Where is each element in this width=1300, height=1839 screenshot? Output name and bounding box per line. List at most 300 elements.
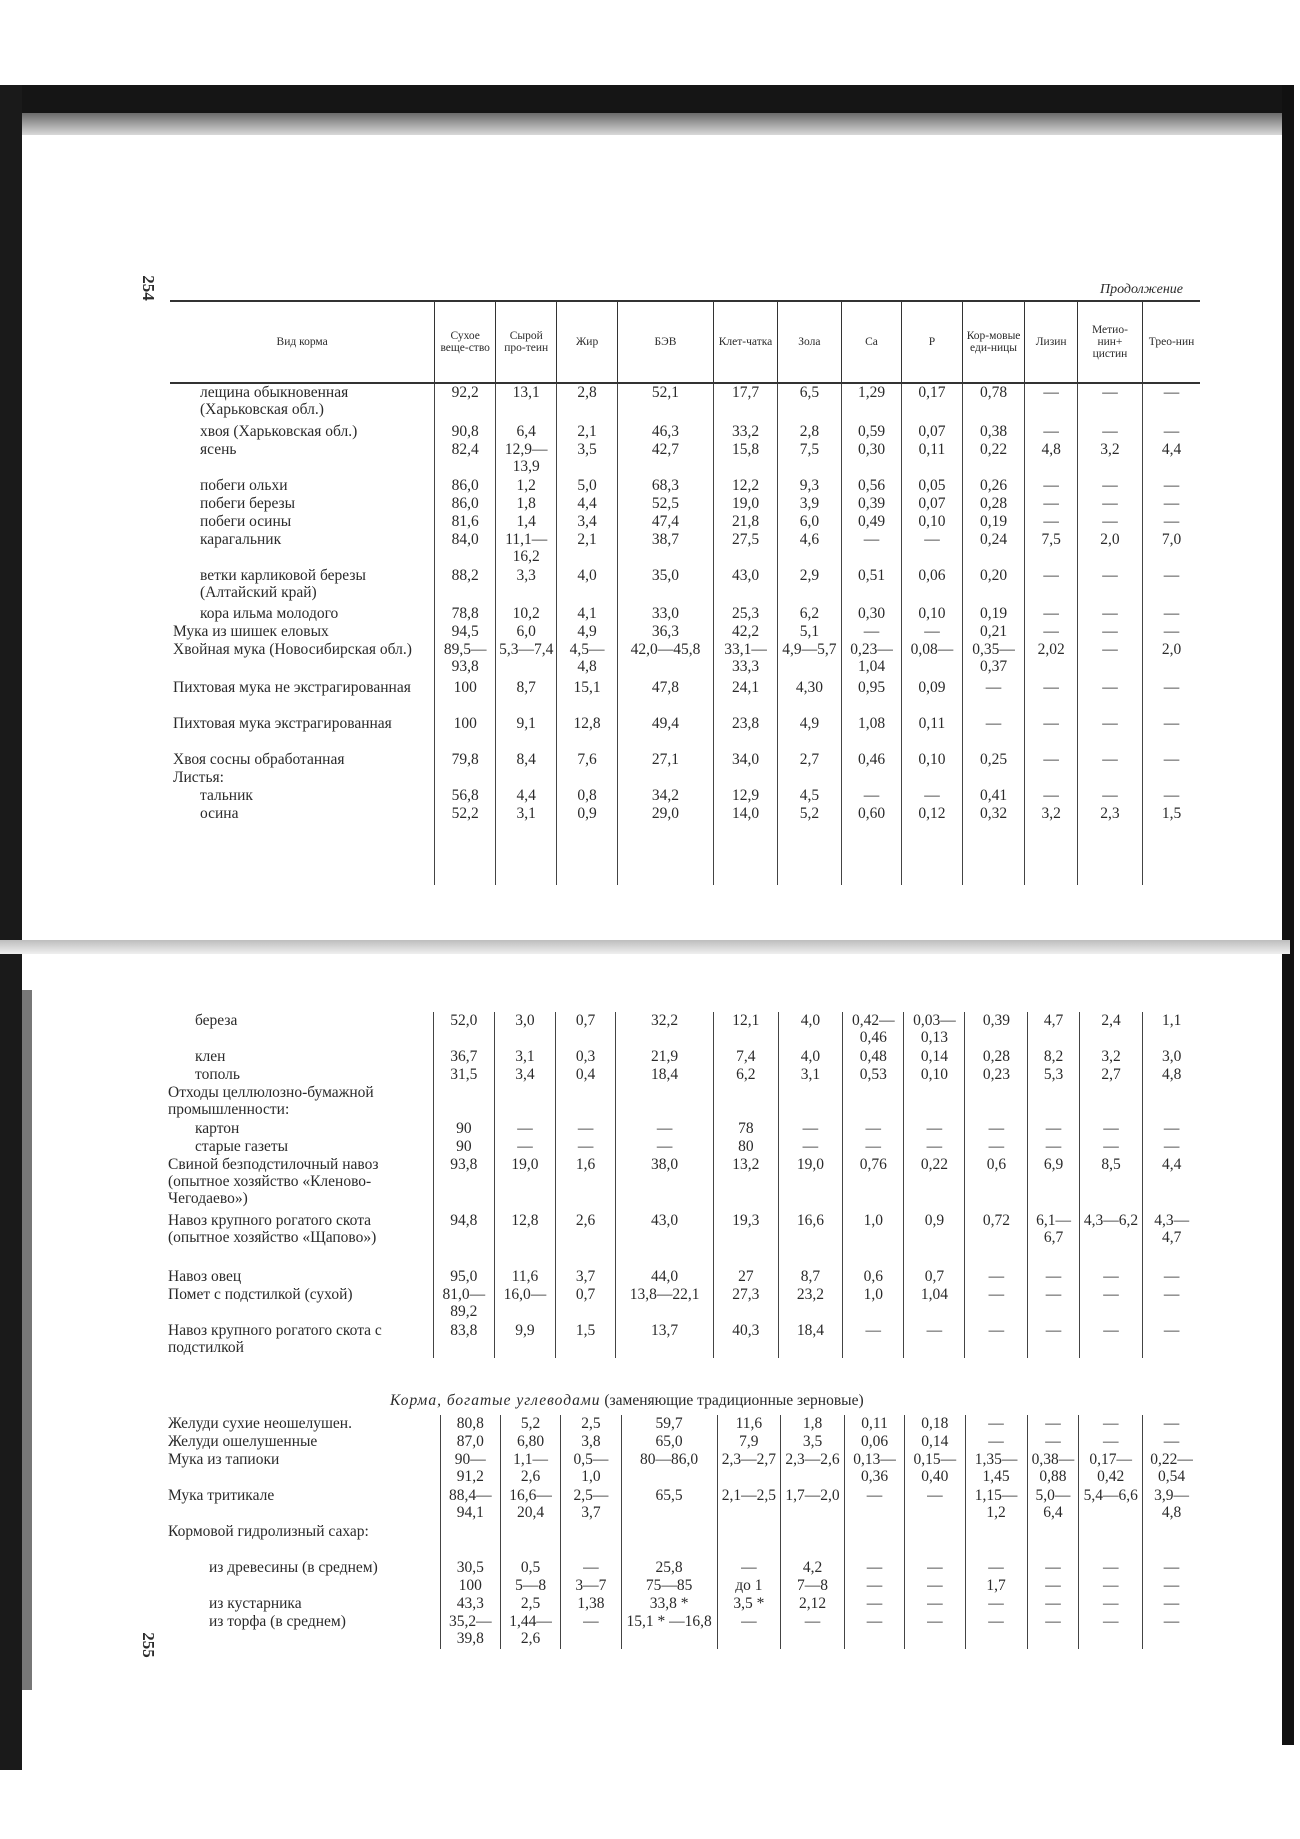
cell-value (557, 769, 617, 787)
cell-value: 0,24 (962, 531, 1025, 567)
cell-value: 15,1 * —16,8 (621, 1613, 717, 1649)
cell-value: — (1077, 679, 1142, 715)
cell-value: 35,0 (617, 567, 713, 605)
cell-value: 34,2 (617, 787, 713, 805)
cell-value: 1,8 (781, 1415, 845, 1433)
cell-value: 0,14 (904, 1048, 965, 1066)
table-row (165, 1268, 1200, 1286)
feed-name: осина (200, 805, 239, 822)
cell-value: 29,0 (617, 805, 713, 885)
feed-name: Навоз овец (168, 1268, 242, 1285)
feed-name: кора ильма молодого (200, 605, 339, 622)
cell-value: 0,25 (962, 751, 1025, 769)
cell-value: 4,5—4,8 (557, 641, 617, 679)
cell-value: 25,8 (621, 1559, 717, 1577)
cell-value: — (1025, 383, 1077, 423)
cell-value: 10,2 (496, 605, 557, 623)
cell-value: — (1143, 787, 1200, 805)
table-row (170, 383, 1200, 423)
column-header: Зола (777, 301, 841, 383)
feed-name: старые газеты (195, 1138, 289, 1155)
cell-value: 8,5 (1079, 1156, 1143, 1212)
cell-value: 0,95 (841, 679, 901, 715)
cell-value: 0,10 (902, 605, 962, 623)
cell-value: 93,8 (433, 1156, 494, 1212)
cell-value (1028, 1084, 1079, 1120)
cell-value: 3,7 (556, 1268, 616, 1286)
table-row (165, 1138, 1200, 1156)
cell-value: 7,9 (717, 1433, 781, 1451)
cell-value (496, 769, 557, 787)
section-title-italic: Корма, богатые углеводами (390, 1392, 601, 1409)
cell-value: — (1028, 1120, 1079, 1138)
cell-value: 6,9 (1028, 1156, 1079, 1212)
cell-value: 47,8 (617, 679, 713, 715)
cell-value: 1,08 (841, 715, 901, 751)
cell-value: — (1027, 1433, 1079, 1451)
cell-value: 0,56 (841, 477, 901, 495)
feed-name: Мука из тапиоки (168, 1451, 280, 1468)
cell-value: 6,4 (496, 423, 557, 441)
cell-value: 0,20 (962, 567, 1025, 605)
cell-value: — (1028, 1138, 1079, 1156)
cell-value (781, 1523, 845, 1559)
table-row (170, 641, 1200, 679)
cell-value: 15,8 (714, 441, 778, 477)
column-header: Клет-чатка (714, 301, 778, 383)
cell-value: 0,78 (962, 383, 1025, 423)
cell-value: — (1077, 623, 1142, 641)
cell-value: 1,6 (556, 1156, 616, 1212)
cell-value: — (1025, 567, 1077, 605)
table-row (165, 1487, 1200, 1523)
cell-value: 5,2 (500, 1415, 560, 1433)
cell-value: 9,9 (494, 1322, 555, 1358)
cell-value: 49,4 (617, 715, 713, 751)
cell-value: — (1143, 423, 1200, 441)
cell-value: 3,1 (778, 1066, 843, 1084)
cell-value: 12,2 (714, 477, 778, 495)
cell-value: 27,5 (714, 531, 778, 567)
cell-value: 6,2 (777, 605, 841, 623)
cell-value: 31,5 (433, 1066, 494, 1084)
table-row (170, 423, 1200, 441)
cell-value (905, 1523, 965, 1559)
table-row (170, 441, 1200, 477)
cell-value: 4,3—6,2 (1079, 1212, 1143, 1268)
cell-value: 4,4 (496, 787, 557, 805)
cell-value: 1,0 (843, 1286, 904, 1322)
feed-name: клен (195, 1048, 226, 1065)
cell-value: 40,3 (714, 1322, 779, 1358)
cell-value: — (905, 1613, 965, 1649)
feed-table-top (170, 300, 1200, 885)
cell-value: 4,9 (557, 623, 617, 641)
cell-value: 92,2 (435, 383, 496, 423)
cell-value: 2,1—2,5 (717, 1487, 781, 1523)
cell-value: — (965, 1286, 1028, 1322)
cell-value: 3,0 (1143, 1048, 1200, 1066)
cell-value: 2,3—2,6 (781, 1451, 845, 1487)
feed-name: из кустарника (209, 1595, 302, 1612)
cell-value: 90,8 (435, 423, 496, 441)
table-row (165, 1577, 1200, 1595)
column-header: Метио-нин+ цистин (1077, 301, 1142, 383)
cell-value (717, 1523, 781, 1559)
cell-value: 5,2 (777, 805, 841, 885)
feed-name: побеги березы (200, 495, 296, 512)
cell-value: 0,30 (841, 441, 901, 477)
cell-value (1079, 1523, 1143, 1559)
feed-name: Желуди сухие неошелушен. (168, 1415, 352, 1432)
cell-value: 0,13—0,36 (844, 1451, 904, 1487)
cell-value: — (905, 1559, 965, 1577)
cell-value: 9,1 (496, 715, 557, 751)
cell-value: — (1077, 751, 1142, 769)
cell-value: — (962, 679, 1025, 715)
table-row (165, 1451, 1200, 1487)
feed-name: Хвойная мука (Новосибирская обл.) (173, 641, 412, 658)
cell-value: 56,8 (435, 787, 496, 805)
cell-value: 0,23 (965, 1066, 1028, 1084)
table-row (165, 1595, 1200, 1613)
cell-value: 0,42—0,46 (843, 1012, 904, 1048)
cell-value: 38,0 (616, 1156, 714, 1212)
cell-value: 3,5 * (717, 1595, 781, 1613)
cell-value (616, 1084, 714, 1120)
column-header: Кор-мовые еди-ницы (962, 301, 1025, 383)
cell-value: 65,5 (621, 1487, 717, 1523)
cell-value: — (1079, 1415, 1143, 1433)
cell-value: 5,3 (1028, 1066, 1079, 1084)
cell-value: 90 (433, 1120, 494, 1138)
cell-value: — (844, 1559, 904, 1577)
cell-value: 0,17 (902, 383, 962, 423)
feed-name: Пихтовая мука экстрагированная (173, 715, 392, 732)
cell-value: 3,1 (496, 805, 557, 885)
cell-value: — (1143, 1138, 1200, 1156)
cell-value (440, 1523, 500, 1559)
cell-value: до 1 (717, 1577, 781, 1595)
cell-value: 0,72 (965, 1212, 1028, 1268)
cell-value: 0,26 (962, 477, 1025, 495)
cell-value: 100 (435, 679, 496, 715)
cell-value: 11,1—16,2 (496, 531, 557, 567)
cell-value: 12,9—13,9 (496, 441, 557, 477)
table-row (165, 1048, 1200, 1066)
cell-value: 8,7 (778, 1268, 843, 1286)
cell-value: — (965, 1138, 1028, 1156)
feed-name: побеги осины (200, 513, 292, 530)
cell-value: — (841, 531, 901, 567)
cell-value: 25,3 (714, 605, 778, 623)
feed-name: береза (195, 1012, 238, 1029)
feed-name: Мука из шишек еловых (173, 623, 329, 640)
cell-value: — (1025, 605, 1077, 623)
cell-value: 94,5 (435, 623, 496, 641)
cell-value: 4,0 (557, 567, 617, 605)
scan-dark-band-right (1282, 85, 1294, 1745)
cell-value: — (1077, 383, 1142, 423)
cell-value: — (1143, 513, 1200, 531)
cell-value: 0,48 (843, 1048, 904, 1066)
cell-value: 0,17—0,42 (1079, 1451, 1143, 1487)
cell-value: 2,1 (557, 423, 617, 441)
cell-value: 0,10 (904, 1066, 965, 1084)
table-row (170, 495, 1200, 513)
cell-value: 0,7 (556, 1286, 616, 1322)
cell-value: 2,8 (557, 383, 617, 423)
cell-value: 80,8 (440, 1415, 500, 1433)
cell-value: — (843, 1322, 904, 1358)
cell-value: 52,1 (617, 383, 713, 423)
table-row (165, 1066, 1200, 1084)
cell-value: 16,0— (494, 1286, 555, 1322)
cell-value: — (905, 1577, 965, 1595)
cell-value: 0,21 (962, 623, 1025, 641)
cell-value: 0,6 (965, 1156, 1028, 1212)
cell-value: 36,7 (433, 1048, 494, 1066)
table-row (170, 679, 1200, 715)
cell-value: — (1025, 513, 1077, 531)
cell-value: 21,9 (616, 1048, 714, 1066)
cell-value: — (1027, 1595, 1079, 1613)
feed-name: Навоз крупного рогатого скота с подстилкой (168, 1322, 382, 1356)
cell-value: — (1079, 1559, 1143, 1577)
cell-value (844, 1523, 904, 1559)
cell-value: 4,9 (777, 715, 841, 751)
cell-value: 7,6 (557, 751, 617, 769)
cell-value: — (1143, 1577, 1200, 1595)
cell-value: — (965, 1120, 1028, 1138)
cell-value: 0,23—1,04 (841, 641, 901, 679)
cell-value: 6,0 (496, 623, 557, 641)
cell-value: 27,3 (714, 1286, 779, 1322)
cell-value: 52,0 (433, 1012, 494, 1048)
cell-value: — (965, 1613, 1027, 1649)
table-row (170, 805, 1200, 885)
cell-value: — (1143, 1415, 1200, 1433)
cell-value: 0,11 (902, 715, 962, 751)
cell-value (500, 1523, 560, 1559)
feed-name: лещина обыкновенная (Харьковская обл.) (200, 384, 349, 418)
cell-value: 0,08— (902, 641, 962, 679)
cell-value: 2,5 (500, 1595, 560, 1613)
cell-value: — (1079, 1286, 1143, 1322)
table-row (170, 715, 1200, 751)
section-title-rest: (заменяющие традиционные зерновые) (604, 1392, 864, 1409)
cell-value: 2,9 (777, 567, 841, 605)
cell-value: 0,51 (841, 567, 901, 605)
cell-value: 0,49 (841, 513, 901, 531)
page-number-right: 255 (138, 1632, 158, 1658)
cell-value: 2,02 (1025, 641, 1077, 679)
cell-value: 23,2 (778, 1286, 843, 1322)
cell-value: — (1028, 1322, 1079, 1358)
cell-value: — (616, 1138, 714, 1156)
scan-dark-band-left (0, 85, 22, 1770)
cell-value: 18,4 (616, 1066, 714, 1084)
feed-name: картон (195, 1120, 240, 1137)
feed-name: Навоз крупного рогатого скота (опытное хозяйство «Щапово») (168, 1212, 377, 1246)
cell-value: 0,10 (902, 751, 962, 769)
feed-name: Мука тритикале (168, 1487, 275, 1504)
cell-value (1143, 1523, 1200, 1559)
cell-value: 88,4—94,1 (440, 1487, 500, 1523)
cell-value: 78 (714, 1120, 779, 1138)
cell-value (904, 1084, 965, 1120)
cell-value: 0,5 (500, 1559, 560, 1577)
table-row (165, 1286, 1200, 1322)
cell-value (617, 769, 713, 787)
cell-value: 15,1 (557, 679, 617, 715)
cell-value (778, 1084, 843, 1120)
cell-value: — (781, 1613, 845, 1649)
cell-value: — (1143, 1268, 1200, 1286)
feed-name: хвоя (Харьковская обл.) (200, 423, 358, 440)
cell-value: 24,1 (714, 679, 778, 715)
feed-name: ясень (200, 441, 237, 458)
cell-value: 0,19 (962, 513, 1025, 531)
cell-value: — (902, 531, 962, 567)
cell-value (1077, 769, 1142, 787)
cell-value: 1,7 (965, 1577, 1027, 1595)
cell-value (962, 769, 1025, 787)
cell-value: — (778, 1138, 843, 1156)
section-title (390, 1392, 864, 1410)
cell-value: — (841, 623, 901, 641)
cell-value: 47,4 (617, 513, 713, 531)
cell-value: 0,39 (841, 495, 901, 513)
cell-value: 89,5—93,8 (435, 641, 496, 679)
cell-value: 68,3 (617, 477, 713, 495)
cell-value (556, 1084, 616, 1120)
cell-value: 2,4 (1079, 1012, 1143, 1048)
cell-value: 30,5 (440, 1559, 500, 1577)
cell-value: 0,07 (902, 423, 962, 441)
cell-value: 80 (714, 1138, 779, 1156)
cell-value: — (778, 1120, 843, 1138)
cell-value: 4,9—5,7 (777, 641, 841, 679)
cell-value: — (844, 1595, 904, 1613)
cell-value: 3,2 (1077, 441, 1142, 477)
table-row (170, 567, 1200, 605)
cell-value: — (1143, 1559, 1200, 1577)
feed-name: Помет с подстилкой (сухой) (168, 1286, 353, 1303)
cell-value: 4,1 (557, 605, 617, 623)
cell-value: — (902, 787, 962, 805)
cell-value: 12,8 (494, 1212, 555, 1268)
cell-value: — (904, 1322, 965, 1358)
cell-value: 3,5 (781, 1433, 845, 1451)
cell-value: 0,22—0,54 (1143, 1451, 1200, 1487)
cell-value: 2,3—2,7 (717, 1451, 781, 1487)
cell-value: 18,4 (778, 1322, 843, 1358)
cell-value: 0,19 (962, 605, 1025, 623)
cell-value: 4,6 (777, 531, 841, 567)
cell-value: — (1143, 1613, 1200, 1649)
cell-value (841, 769, 901, 787)
cell-value: 59,7 (621, 1415, 717, 1433)
cell-value: — (965, 1433, 1027, 1451)
cell-value: 2,5 (561, 1415, 621, 1433)
cell-value: 34,0 (714, 751, 778, 769)
cell-value: 13,1 (496, 383, 557, 423)
cell-value: 2,12 (781, 1595, 845, 1613)
cell-value: 1,8 (496, 495, 557, 513)
cell-value: 84,0 (435, 531, 496, 567)
cell-value: — (1143, 679, 1200, 715)
cell-value: 3,2 (1079, 1048, 1143, 1066)
cell-value (433, 1084, 494, 1120)
cell-value: — (1143, 1433, 1200, 1451)
cell-value: 1,7—2,0 (781, 1487, 845, 1523)
cell-value: 5,0 (557, 477, 617, 495)
cell-value: 42,2 (714, 623, 778, 641)
cell-value: 82,4 (435, 441, 496, 477)
cell-value: — (494, 1120, 555, 1138)
column-header: Сырой про-теин (496, 301, 557, 383)
cell-value: 1,15—1,2 (965, 1487, 1027, 1523)
column-header: Трео-нин (1143, 301, 1200, 383)
cell-value: 36,3 (617, 623, 713, 641)
cell-value: — (1079, 1322, 1143, 1358)
cell-value: — (1143, 715, 1200, 751)
cell-value: 0,15—0,40 (905, 1451, 965, 1487)
cell-value: 3,4 (557, 513, 617, 531)
cell-value: 81,0—89,2 (433, 1286, 494, 1322)
cell-value: 7,5 (1025, 531, 1077, 567)
cell-value: 17,7 (714, 383, 778, 423)
cell-value: 65,0 (621, 1433, 717, 1451)
cell-value: 3,5 (557, 441, 617, 477)
cell-value: 3,1 (494, 1048, 555, 1066)
cell-value: 11,6 (717, 1415, 781, 1433)
cell-value: 78,8 (435, 605, 496, 623)
feed-table-bottom (165, 1012, 1200, 1358)
cell-value: 86,0 (435, 495, 496, 513)
cell-value: 13,2 (714, 1156, 779, 1212)
cell-value: 4,8 (1025, 441, 1077, 477)
column-header: БЭВ (617, 301, 713, 383)
feed-name: Свиной безподстилочный навоз (опытное хозяйство «Кленово-Чегодаево») (168, 1156, 379, 1207)
cell-value: 0,03—0,13 (904, 1012, 965, 1048)
cell-value: — (1077, 715, 1142, 751)
cell-value: — (1077, 495, 1142, 513)
cell-value: 6,2 (714, 1066, 779, 1084)
cell-value: — (904, 1120, 965, 1138)
cell-value: 0,8 (557, 787, 617, 805)
cell-value: — (965, 1322, 1028, 1358)
cell-value: 2,8 (777, 423, 841, 441)
cell-value: — (717, 1613, 781, 1649)
cell-value: — (1025, 751, 1077, 769)
cell-value: 21,8 (714, 513, 778, 531)
cell-value: — (1143, 1286, 1200, 1322)
feed-name: из торфа (в среднем) (209, 1613, 346, 1630)
cell-value: — (1027, 1577, 1079, 1595)
table-row (170, 513, 1200, 531)
cell-value: 0,32 (962, 805, 1025, 885)
scan-shadow-band (0, 113, 1290, 135)
cell-value: 3,2 (1025, 805, 1077, 885)
feed-name: Желуди ошелушенные (168, 1433, 318, 1450)
cell-value: 5,1 (777, 623, 841, 641)
cell-value: — (1079, 1595, 1143, 1613)
scan-gutter-shadow (22, 990, 32, 1690)
cell-value: 27,1 (617, 751, 713, 769)
cell-value: 52,5 (617, 495, 713, 513)
